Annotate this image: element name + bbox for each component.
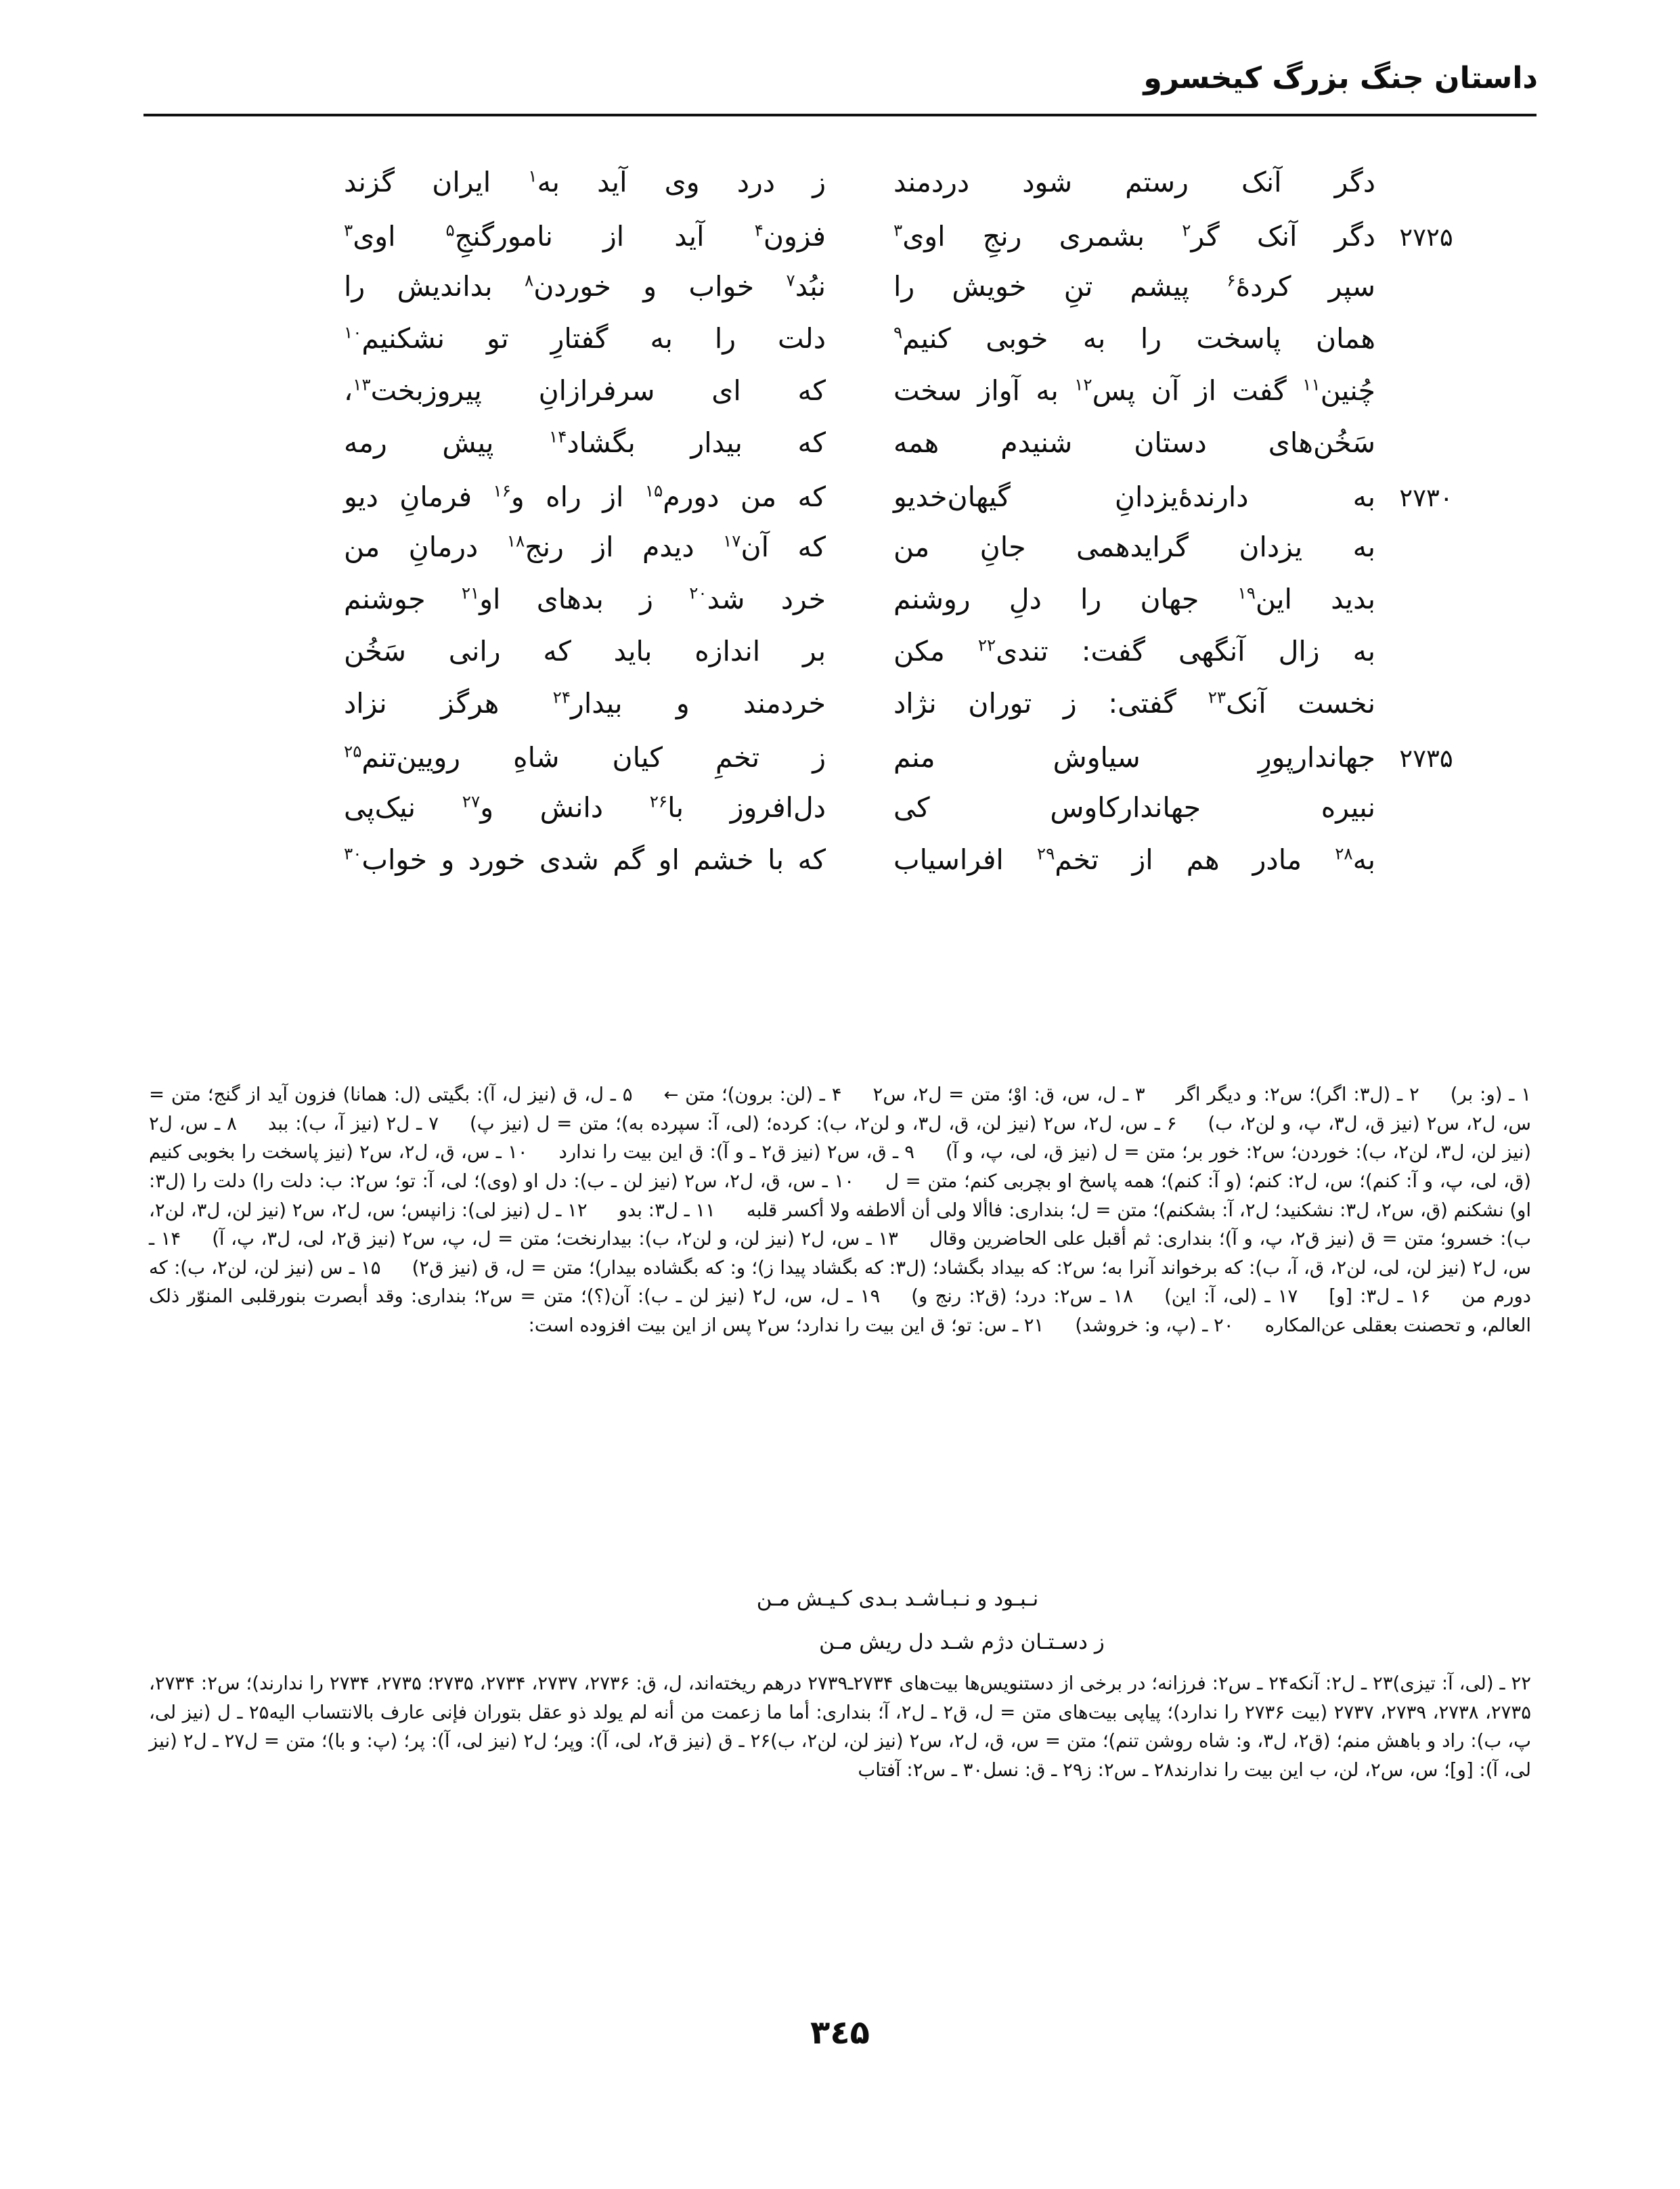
verse-row: [203, 637, 1477, 689]
verse-line-number: [1375, 293, 1477, 296]
verse-row: [203, 845, 1477, 898]
verse-line-number: [1375, 814, 1477, 817]
verse-line-number: [1375, 189, 1477, 192]
verse-row: [203, 689, 1477, 741]
hemistich-first: به یزدان گرایدهمی جانِ من: [893, 531, 1375, 563]
verse-row: [203, 428, 1477, 481]
running-header: [142, 62, 1538, 127]
verse-row: [203, 168, 1477, 220]
verse-line-number: [1375, 449, 1477, 452]
hemistich-second: که بیدار بگشاد$^{۱۴}$ پیش رمه: [344, 426, 826, 459]
hemistich-second: که با خشم او گم شدی خورد و خواب$^{۳۰}$: [344, 843, 826, 876]
verse-line-number: [1375, 710, 1477, 713]
hemistich-second: خرد شد$^{۲۰}$ ز بدهای او$^{۲۱}$ جوشنم: [344, 583, 826, 615]
apparatus-paragraph: ۱ ـ (و: بر)۲ ـ (ل۳: اگر)؛ س۲: و دیگر اگر۳ ـ ل، س، ق: اوْ؛ متن = ل۲، س۲۴ ـ (لن: برون)؛ متن ←۵ ـ ل، ق (نیز ل، آ): بگیتی (ل: همانا) فزون آید از گنج؛ متن = س، ل۲، س۲ (نیز ق، ل۳، پ، و لن۲، ب)۶ ـ س، ل۲، س۲ (نیز لن، ق، ل۳، و لن۲، ب): کرده؛ (لی، آ: سپرده به)؛ متن = ل (نیز پ)۷ ـ ل۲ (نیز آ، ب): ببد۸ ـ س، ل۲ (نیز لن، ل۳، لن۲، ب): خوردن؛ س۲: خور بر؛ متن = ل (نیز ق، لی، پ، و آ)۹ ـ ق، س۲ (نیز ق۲ ـ و آ): ق این بیت را ندارد۱۰ ـ س، ق، ل۲، س۲ (نیز پاسخت را بخوبی کنیم (ق، لی، پ، و آ: کنم)؛ س، ل۲: کنم؛ (و آ: کنم)؛ همه پاسخ او بچربی کنم؛ متن = ل۱۰ ـ س، ق، ل۲، س۲ (نیز لن ـ ب): دل او (وی)؛ لی، آ: تو؛ س۲: ب: دلت را) دلت را (ل۳: او) نشکنم (ق، س۲، ل۳: نشکنید؛ ل۲، آ: بشکنم)؛ متن = ل؛ بنداری: فاألا ولی أن ألاطفه ولا أکسر قلبه۱۱ ـ ل۳: بدو۱۲ ـ ل (نیز لی): زانپس؛ س، ل۲، س۲ (نیز لن، ل۳، لن۲، ب): خسرو؛ متن = ق (نیز ق۲، پ، و آ)؛ بنداری: ثم أقبل علی الحاضرین وقال۱۳ ـ س، ل۲ (نیز لن، و لن۲، ب): بیدارنخت؛ متن = ل، پ، س۲ (نیز ق۲، لی، ل۳، پ، آ)۱۴ ـ س، ل۲ (نیز لن، لی، لن۲، ق، آ، ب): که برخواند آنرا به؛ س۲: که بیداد بگشاد؛ (ل۳: که بگشاد پیدا ز)؛ و: که بگشاده بیدار)؛ متن = ل، ق (نیز ق۲)۱۵ ـ س (نیز لن، لن۲، ب): که دورم من۱۶ ـ ل۳: [و]۱۷ ـ (لی، آ: این)۱۸ ـ س۲: درد؛ (ق۲: رنج و)۱۹ ـ ل، س، ل۲ (نیز لن ـ ب): آن(؟)؛ متن = س۲؛ بنداری: وقد أبصرت بنورقلبی المنوّر ذلک العالم، و تحصنت بعقلی عن‌المکاره۲۰ ـ (پ، و: خروشد)۲۱ ـ س: تو؛ ق این بیت را ندارد؛ س۲ پس از این بیت افزوده است:: [149, 1084, 1532, 1336]
verse-line-number: ۲۷۳۵: [1399, 744, 1453, 773]
verse-row: [203, 585, 1477, 637]
verse-line-number: ۲۷۲۵: [1399, 223, 1453, 252]
verse-row: [203, 324, 1477, 376]
hemistich-first: دگر آنک گر$^۲$ بشمری رنجِ اوی$^۳$: [893, 220, 1375, 252]
hemistich-second: فزون$^۴$ آید از نامورگنجِ$^۵$ اوی$^۳$: [344, 220, 826, 252]
hemistich-second: که آن$^{۱۷}$ دیدم از رنج$^{۱۸}$ درمانِ من: [344, 531, 826, 563]
hemistich-first: جهاندارپورِ سیاوش منم: [893, 741, 1375, 774]
page-title: داستان جنگ بزرگ کیخسرو: [1143, 61, 1538, 95]
inset-verse-line-2: ز دسـتـان دژم شـد دل ریش مـن: [819, 1630, 1105, 1654]
header-divider: [143, 114, 1537, 116]
hemistich-second: ز درد وی آید به$^۱$ ایران گزند: [344, 166, 826, 198]
hemistich-first: به دارندهٔ‌یزدانِ گیهان‌خدیو: [893, 481, 1375, 513]
hemistich-second: ز تخمِ کیان شاهِ رویین‌تنم$^{۲۵}$: [344, 741, 826, 774]
hemistich-first: نخست آنک$^{۲۳}$ گفتی: ز توران نژاد: [893, 687, 1375, 720]
verse-row: [203, 376, 1477, 428]
hemistich-first: به$^{۲۸}$ مادر هم از تخم$^{۲۹}$ افراسیاب: [893, 843, 1376, 876]
hemistich-first: چُنین$^{۱۱}$ گفت از آن پس$^{۱۲}$ به آواز سخت: [893, 374, 1376, 407]
verse-row: [203, 220, 1477, 272]
apparatus-paragraph: ۲۲ ـ (لی، آ: تیزی)۲۳ ـ ل۲: آنکه۲۴ ـ س۲: فرزانه؛ در برخی از دستنویس‌ها بیت‌های ۲۷۳۴ـ۲۷۳۹ درهم ریخته‌اند، ل، ق: ۲۷۳۶، ۲۷۳۷، ۲۷۳۴، ۲۷۳۵؛ ۲۷۳۵، ۲۷۳۴ را ندارند)؛ س۲: ۲۷۳۴، ۲۷۳۵، ۲۷۳۸، ۲۷۳۹، ۲۷۳۷ (بیت ۲۷۳۶ را ندارد)؛ پیاپی بیت‌های متن = ل، ق۲ ـ ل۲، آ؛ بنداری: أما ما زعمت من أنه لم یولد ذو عقل بتوران فإنی عارف بالانتساب الیه۲۵ ـ ل (نیز لی، پ، ب): راد و باهش منم؛ (ق۲، ل۳، و: شاه روشن تنم)؛ متن = س، ق، ل۲، س۲ (نیز لن، لن۲، ب)۲۶ ـ ق (نیز ق۲، لی، آ): وپر؛ ل۲ (نیز لی، آ): پر؛ (پ: و با)؛ متن = ل۲۷ ـ ل۲ (نیز لی، آ): [و]؛ س، س۲، لن، ب این بیت را ندارند۲۸ ـ س۲: ز۲۹ ـ ق: نسل۳۰ ـ س۲: آفتاب: [149, 1673, 1532, 1781]
verse-row: [203, 741, 1477, 793]
hemistich-second: بر اندازه باید که رانی سَخُن: [344, 635, 826, 667]
verse-row: [203, 533, 1477, 585]
hemistich-second: که من دورم$^{۱۵}$ از راه و$^{۱۶}$ فرمانِ دیو: [344, 481, 826, 513]
verse-row: [203, 793, 1477, 845]
hemistich-second: دل‌افروز با$^{۲۶}$ دانش و$^{۲۷}$ نیک‌پی: [344, 791, 826, 824]
critical-apparatus-lower: [149, 1669, 1531, 1785]
inset-verse-line-1: نـبـود و نـبـاشـد بـدی کـیـش مـن: [756, 1587, 1039, 1611]
hemistich-first: سَخُن‌های دستان شنیدم همه: [893, 426, 1375, 459]
hemistich-first: به زال آنگهی گفت: تندی$^{۲۲}$ مکن: [893, 635, 1375, 667]
hemistich-first: سپر کردۀ$^۶$ پیشم تنِ خویش را: [893, 270, 1375, 303]
hemistich-first: دگر آنک رستم شود دردمند: [893, 166, 1375, 198]
hemistich-second: نبُد$^۷$ خواب و خوردن$^۸$ بداندیش را: [344, 270, 826, 303]
hemistich-first: نبیره جهاندارکاوس کی: [893, 791, 1375, 824]
verse-block: [203, 168, 1477, 898]
hemistich-first: همان پاسخت را به خوبی کنیم$^۹$: [893, 322, 1375, 355]
verse-row: [203, 272, 1477, 324]
verse-row: [203, 481, 1477, 533]
hemistich-second: خردمند و بیدار$^{۲۴}$ هرگز نزاد: [344, 687, 826, 720]
critical-apparatus-upper: [149, 1080, 1531, 1340]
verse-line-number: ۲۷۳۰: [1399, 483, 1453, 512]
hemistich-first: بدید این$^{۱۹}$ جهان را دلِ روشنم: [893, 583, 1375, 615]
verse-line-number: [1375, 397, 1477, 400]
verse-line-number: [1375, 606, 1477, 609]
verse-line-number: [1375, 554, 1477, 556]
verse-line-number: [1375, 345, 1477, 348]
hemistich-second: که ای سرفرازانِ پیروزبخت$^{۱۳}$،: [344, 374, 826, 407]
hemistich-second: دلت را به گفتارِ تو نشکنیم$^{۱۰}$: [344, 322, 826, 355]
verse-line-number: [1375, 658, 1477, 661]
folio-page-number: ۳٤۵: [810, 2014, 870, 2052]
continuation-arrow-icon: ←: [663, 1085, 679, 1105]
verse-line-number: [1375, 866, 1477, 869]
